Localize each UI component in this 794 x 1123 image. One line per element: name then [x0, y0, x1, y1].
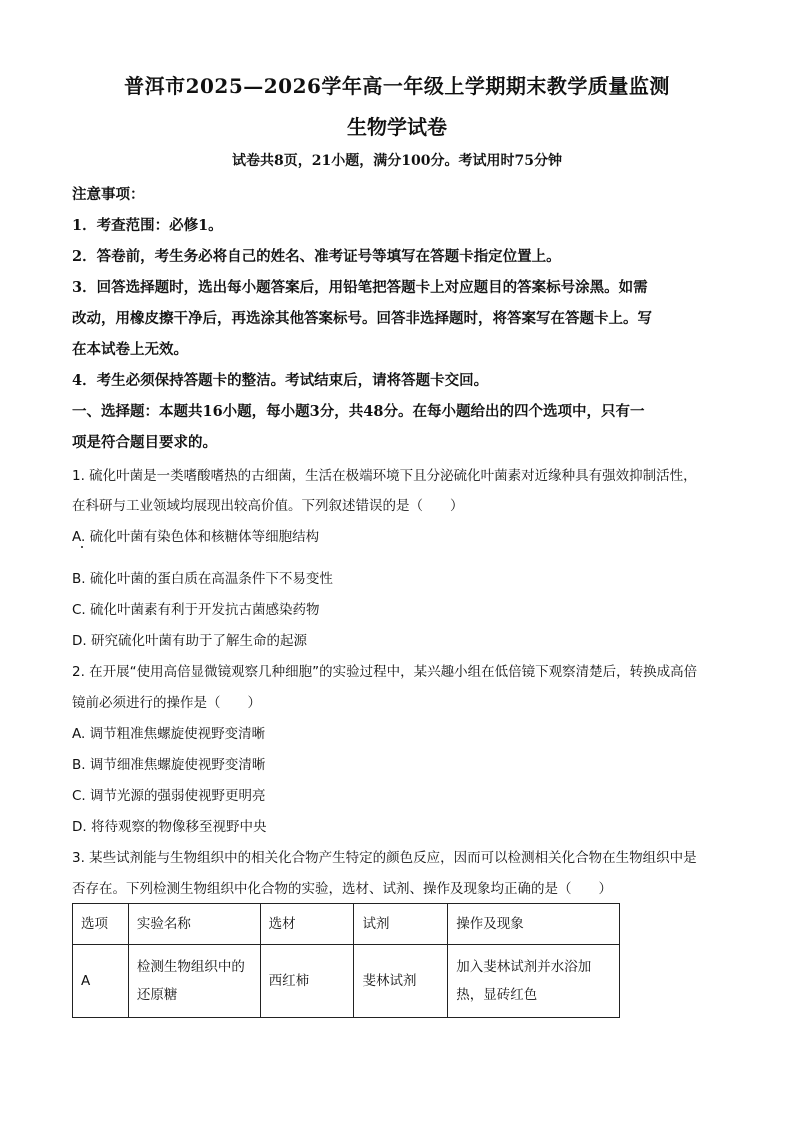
- q1-stem-cont: 在科研与工业领域均展现出较高价值。下列叙述错误的是（ ）: [72, 498, 464, 514]
- note-item-1: 1．考查范围：必修1。: [72, 217, 223, 234]
- table-header-row: [73, 904, 620, 945]
- q2-option-d: D. 将待观察的物像移至视野中央: [72, 819, 267, 835]
- note-item-4: 4．考生必须保持答题卡的整洁。考试结束后，请将答题卡交回。: [72, 372, 489, 389]
- q1-stem: 1. 硫化叶菌是一类嗜酸嗜热的古细菌，生活在极端环境下且分泌硫化叶菌素对近缘种具有强效抑制活性，: [72, 468, 697, 484]
- table-cell: 西红柿: [260, 945, 354, 1018]
- table-header-cell: 选项: [73, 904, 129, 945]
- q3-table: [72, 903, 620, 1018]
- notes-heading: 注意事项：: [72, 186, 145, 203]
- table-cell: A: [73, 945, 129, 1018]
- q1-option-d: D. 研究硫化叶菌有助于了解生命的起源: [72, 633, 307, 649]
- q1-option-c: C. 硫化叶菌素有利于开发抗古菌感染药物: [72, 602, 320, 618]
- note-item-2: 2．答卷前，考生务必将自己的姓名、准考证号等填写在答题卡指定位置上。: [72, 248, 561, 265]
- table-header-cell: 操作及现象: [448, 904, 620, 945]
- q2-option-b: B. 调节细准焦螺旋使视野变清晰: [72, 757, 266, 773]
- q2-stem: 2. 在开展“使用高倍显微镜观察几种细胞”的实验过程中，某兴趣小组在低倍镜下观察清楚后，转换成高倍: [72, 664, 698, 680]
- table-cell: 加入斐林试剂并水浴加热，显砖红色: [448, 945, 620, 1018]
- exam-info: 试卷共8页，21小题，满分100分。考试用时75分钟: [232, 153, 562, 169]
- table-cell: 斐林试剂: [354, 945, 448, 1018]
- note-item-3: 3．回答选择题时，选出每小题答案后，用铅笔把答题卡上对应题目的答案标号涂黑。如需: [72, 279, 648, 296]
- q1-option-b: B. 硫化叶菌的蛋白质在高温条件下不易变性: [72, 571, 333, 587]
- table-header-cell: 实验名称: [128, 904, 260, 945]
- q1-option-a: A. 硫化叶菌有染色体和核糖体等细胞结构: [72, 529, 320, 545]
- table-header-cell: 试剂: [354, 904, 448, 945]
- table-cell: 检测生物组织中的还原糖: [128, 945, 260, 1018]
- q3-stem-cont: 否存在。下列检测生物组织中化合物的实验，选材、试剂、操作及现象均正确的是（ ）: [72, 881, 612, 897]
- section-heading: 一、选择题：本题共16小题，每小题3分，共48分。在每小题给出的四个选项中，只有一: [72, 403, 645, 420]
- note-item-3-end: 在本试卷上无效。: [72, 341, 188, 358]
- exam-title: 普洱市2025—2026学年高一年级上学期期末教学质量监测: [124, 74, 670, 98]
- note-item-3-cont: 改动，用橡皮擦干净后，再选涂其他答案标号。回答非选择题时，将答案写在答题卡上。写: [72, 310, 652, 327]
- exam-subject: 生物学试卷: [347, 115, 447, 139]
- table-row: [73, 945, 620, 1018]
- section-heading-cont: 项是符合题目要求的。: [72, 434, 217, 451]
- table-header-cell: 选材: [260, 904, 354, 945]
- q2-option-a: A. 调节粗准焦螺旋使视野变清晰: [72, 726, 266, 742]
- q2-stem-cont: 镜前必须进行的操作是（ ）: [72, 695, 261, 711]
- q2-option-c: C. 调节光源的强弱使视野更明亮: [72, 788, 266, 804]
- stray-dot: [81, 546, 83, 548]
- q3-stem: 3. 某些试剂能与生物组织中的相关化合物产生特定的颜色反应，因而可以检测相关化合物在生物组织中是: [72, 850, 697, 866]
